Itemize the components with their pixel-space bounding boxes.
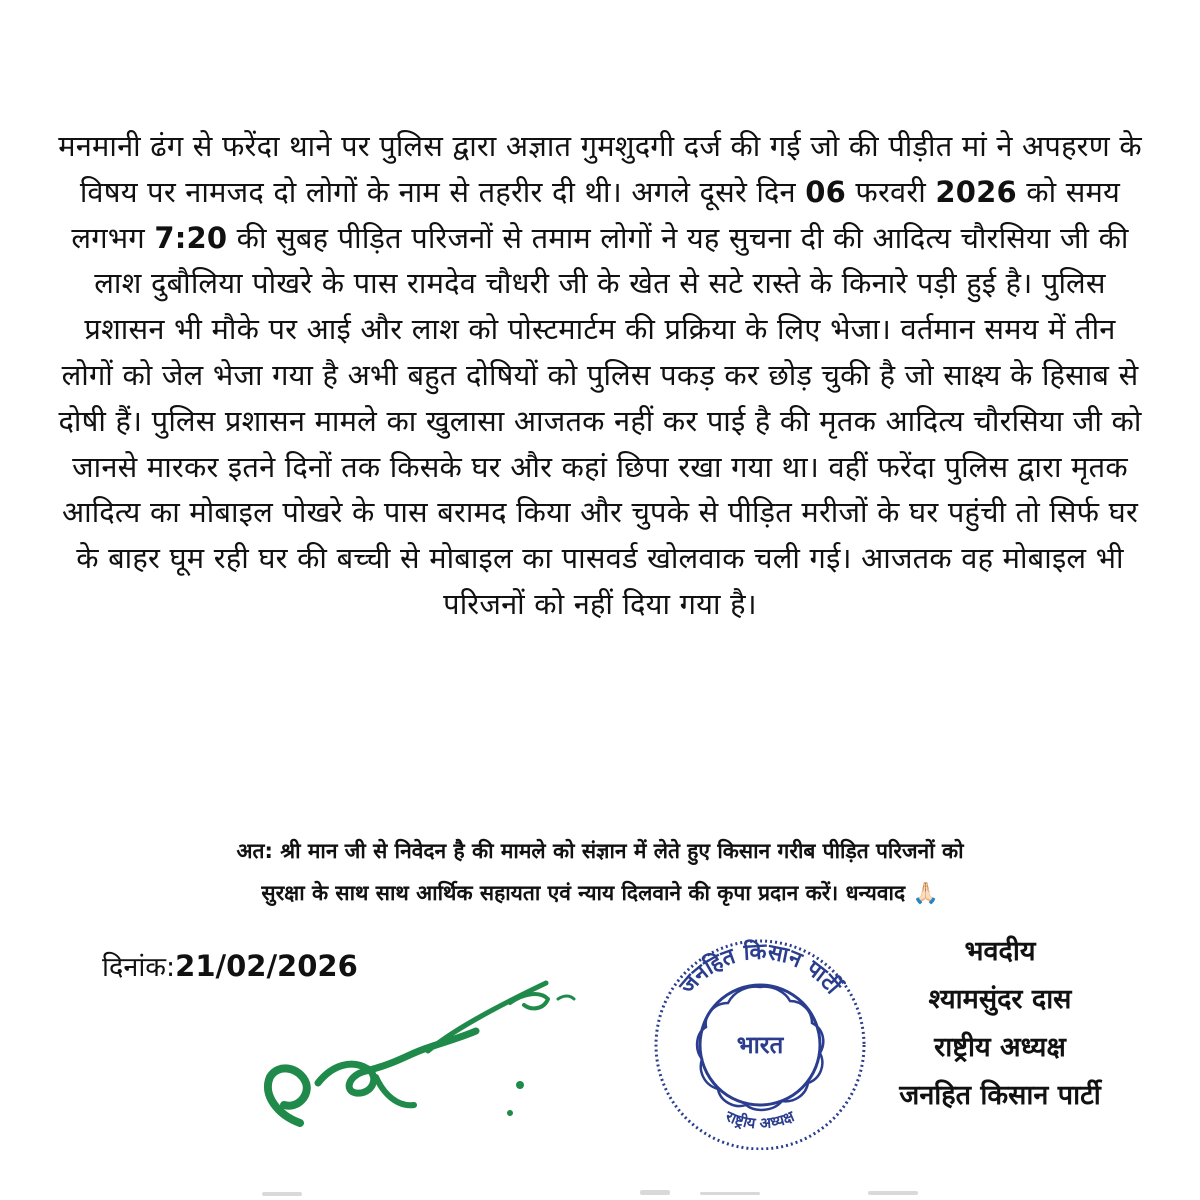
signatory-organization: जनहित किसान पार्टी bbox=[899, 1080, 1101, 1111]
request-paragraph bbox=[40, 830, 1160, 914]
page-edge-artifact bbox=[0, 1172, 1200, 1200]
body-text-segment: मनमानी ढंग से फरेंदा थाने पर पुलिस द्वारा अज्ञात गुमशुदगी दर्ज की गई जो की पीड़ीत मां ने अपहरण के विषय पर नामजद दो लोगों के नाम से तहरीर दी थी। अगले दूसरे दिन bbox=[58, 129, 1142, 209]
body-text-segment: की सुबह पीड़ित परिजनों से तमाम लोगों ने यह सुचना दी की आदित्य चौरसिया जी की लाश दुबौलिया पोखरे के पास रामदेव चौधरी जी के खेत से सटे रास्ते के किनारे पड़ी हुई है। पुलिस प्रशासन भी मौके पर आई और लाश को पोस्टमार्टम की प्रक्रिया के लिए भेजा। वर्तमान समय में तीन लोगों को जेल भेजा गया है अभी बहुत दोषियों को पुलिस पकड़ कर छोड़ चुकी है जो साक्ष्य के हिसाब से दोषी हैं। पुलिस प्रशासन मामले का खुलासा आजतक नहीं कर पाई है की मृतक आदित्य चौरसिया जी को जानसे मारकर इतने दिनों तक किसके घर और कहां छिपा रखा गया था। वहीं फरेंदा पुलिस द्वारा मृतक आदित्य का मोबाइल पोखरे के पास बरामद किया और चुपके से पीड़ित मरीजों के घर पहुंची तो सिर्फ घर के बाहर घूम रही घर की बच्ची से मोबाइल का पासवर्ड खोलवाक चली गई। आजतक वह मोबाइल भी परिजनों को नहीं दिया गया है। bbox=[58, 220, 1142, 621]
body-text-segment: को समय लगभग bbox=[71, 174, 1121, 255]
stamp-ring-text: जनहित किसान पार्टी bbox=[675, 939, 845, 1000]
time-value: 7:20 bbox=[154, 220, 228, 255]
closing-text: भवदीय bbox=[964, 936, 1036, 967]
request-line-1: अत: श्री मान जी से निवेदन है की मामले को संज्ञान में लेते हुए किसान गरीब पीड़ित परिजनों को bbox=[236, 839, 964, 863]
date-year: 2026 bbox=[935, 174, 1017, 209]
stamp-bottom-text: राष्ट्रीय अध्यक्ष bbox=[723, 1107, 797, 1133]
date-label: दिनांक: bbox=[102, 952, 176, 983]
signatory-designation: राष्ट्रीय अध्यक्ष bbox=[934, 1032, 1066, 1063]
date-day: 06 bbox=[805, 174, 847, 209]
body-paragraph bbox=[55, 124, 1145, 628]
request-line-2 bbox=[40, 872, 1160, 914]
signatory-block bbox=[820, 928, 1180, 1120]
folded-hands-icon: 🙏🏻 bbox=[912, 881, 939, 905]
body-text-segment: फरवरी bbox=[846, 174, 936, 209]
signatory-name: श्यामसुंदर दास bbox=[928, 984, 1072, 1015]
request-line-2-text: सुरक्षा के साथ साथ आर्थिक सहायता एवं न्याय दिलवाने की कृपा प्रदान करें। धन्यवाद bbox=[261, 881, 906, 905]
stamp-center-text: भारत bbox=[736, 1031, 784, 1059]
date-value: 21/02/2026 bbox=[175, 949, 358, 983]
handwritten-signature bbox=[248, 965, 598, 1165]
